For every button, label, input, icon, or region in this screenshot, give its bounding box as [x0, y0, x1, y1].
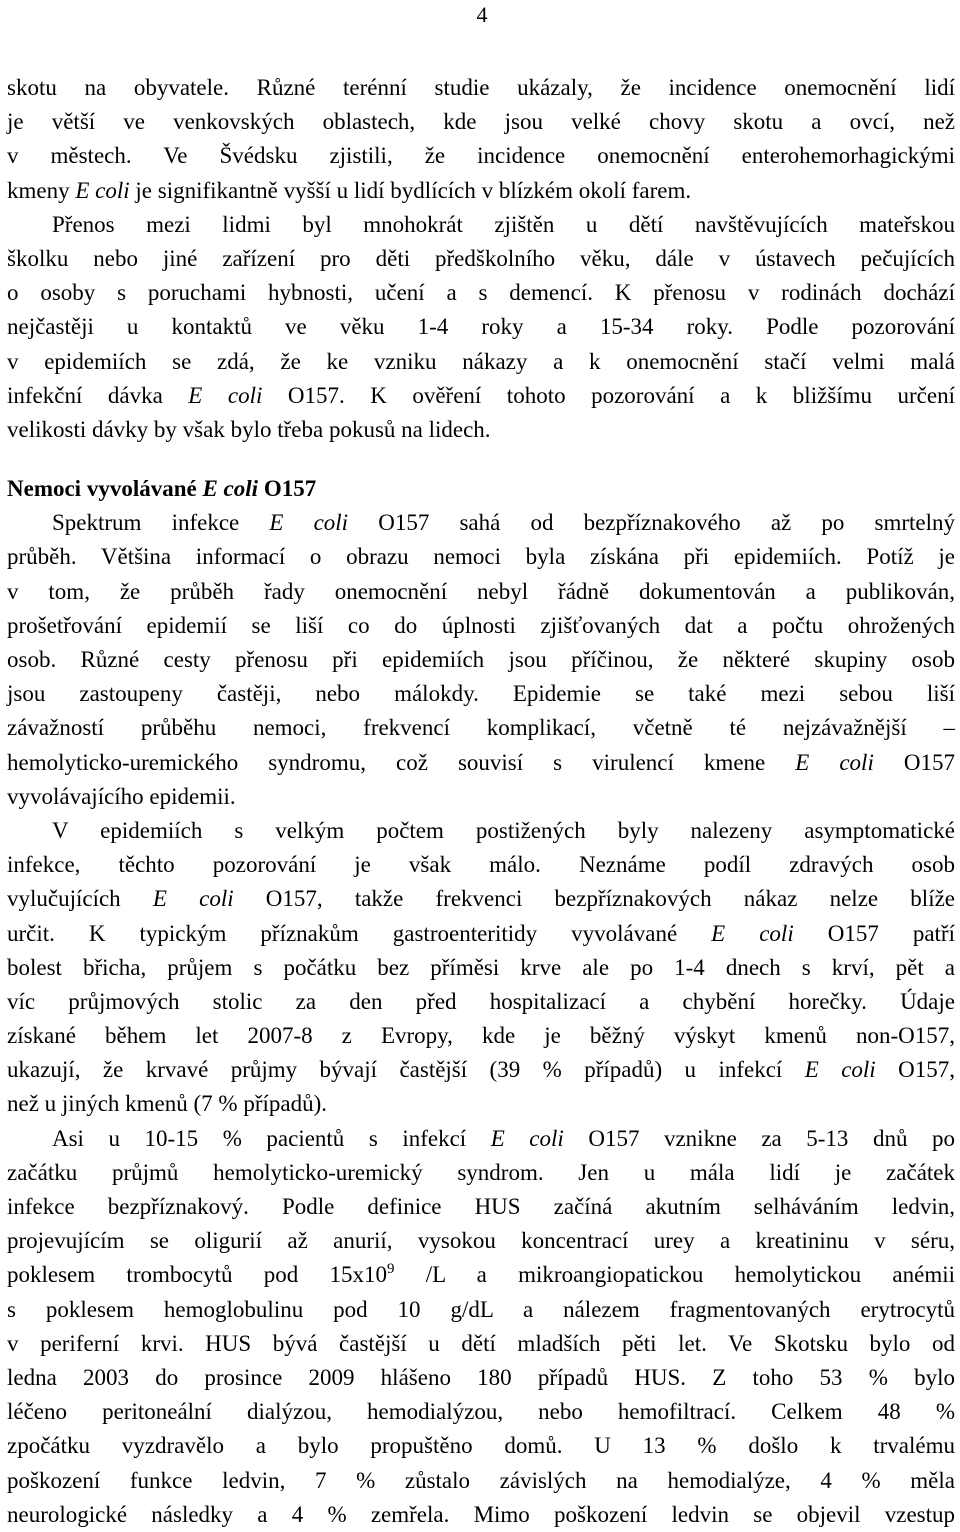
text-line: Přenos mezi lidmi byl mnohokrát zjištěn u dětí navštěvujících mateřskou — [52, 211, 955, 237]
text-line: v periferní krvi. HUS bývá častější u dětí mladších pěti let. Ve Skotsku bylo od — [7, 1330, 955, 1356]
text-line: závažností průběhu nemoci, frekvencí komplikací, včetně té nejzávažnější – — [7, 715, 955, 741]
text-line: prošetřování epidemií se liší co do úplnosti zjišťovaných dat a počtu ohrožených — [7, 612, 955, 638]
section-heading: Nemoci vyvolávané E coli O157 — [7, 476, 317, 502]
text-line: Spektrum infekce E coli O157 sahá od bezpříznakového až po smrtelný — [52, 510, 955, 536]
text-line: poškození funkce ledvin, 7 % zůstalo závislých na hemodialýze, 4 % měla — [7, 1467, 955, 1493]
text-line: v tom, že průběh řady onemocnění nebyl řádně dokumentován a publikován, — [7, 578, 955, 604]
text-line: o osoby s poruchami hybnosti, učení a s demencí. K přenosu v rodinách dochází — [7, 280, 955, 306]
text-line: než u jiných kmenů (7 % případů). — [7, 1091, 327, 1117]
text-line: léčeno peritoneální dialýzou, hemodialýzou, nebo hemofiltrací. Celkem 48 % — [7, 1399, 955, 1425]
text-line: neurologické následky a 4 % zemřela. Mimo poškození ledvin se objevil vzestup — [7, 1501, 955, 1527]
text-line: infekce bezpříznakový. Podle definice HUS začíná akutním selháváním ledvin, — [7, 1194, 955, 1219]
text-line: infekční dávka E coli O157. K ověření tohoto pozorování a k bližšímu určení — [7, 382, 955, 408]
text-line: školku nebo jiné zařízení pro děti předškolního věku, dále v ústavech pečujících — [7, 245, 955, 271]
text-line: projevujícím se oligurií až anurií, vysokou koncentrací urey a kreatininu v séru, — [7, 1228, 955, 1254]
text-line: s poklesem hemoglobulinu pod 10 g/dL a nálezem fragmentovaných erytrocytů — [7, 1296, 955, 1322]
text-line: kmeny E coli je signifikantně vyšší u lidí bydlících v blízkém okolí farem. — [7, 177, 692, 203]
text-line: jsou zastoupeny častěji, nebo málokdy. Epidemie se také mezi sebou liší — [7, 681, 955, 707]
text-line: určit. K typickým příznakům gastroenteritidy vyvolávané E coli O157 patří — [7, 920, 955, 946]
text-line: zpočátku vyzdravělo a bylo propuštěno domů. U 13 % došlo k trvalému — [7, 1433, 955, 1459]
text-line: vylučujících E coli O157, takže frekvenci bezpříznakových nákaz nelze blíže — [7, 886, 955, 912]
text-line: ledna 2003 do prosince 2009 hlášeno 180 případů HUS. Z toho 53 % bylo — [7, 1364, 955, 1390]
text-line: Asi u 10-15 % pacientů s infekcí E coli O157 vznikne za 5-13 dnů po — [52, 1125, 955, 1151]
text-line: získané během let 2007-8 z Evropy, kde je běžný výskyt kmenů non-O157, — [7, 1023, 955, 1049]
text-line: poklesem trombocytů pod $15x10^9$ /L a mikroangiopatickou hemolytickou anémii — [7, 1261, 955, 1288]
text-line: je větší ve venkovských oblastech, kde jsou velké chovy skotu a ovcí, než — [7, 109, 955, 135]
text-line: infekce, těchto pozorování je však málo. Neznáme podíl zdravých osob — [7, 852, 955, 878]
text-line: vyvolávajícího epidemii. — [7, 783, 236, 809]
text-line: hemolyticko-uremického syndromu, což souvisí s virulencí kmene E coli O157 — [7, 749, 955, 775]
text-line: V epidemiích s velkým počtem postižených byly nalezeny asymptomatické — [52, 817, 955, 843]
text-line: v městech. Ve Švédsku zjistili, že incidence onemocnění enterohemorhagickými — [7, 143, 955, 169]
text-line: v epidemiích se zdá, že ke vzniku nákazy a k onemocnění stačí velmi malá — [7, 348, 955, 374]
text-line: skotu na obyvatele. Různé terénní studie ukázaly, že incidence onemocnění lidí — [7, 75, 955, 100]
text-line: osob. Různé cesty přenosu při epidemiích jsou příčinou, že některé skupiny osob — [7, 647, 955, 672]
text-line: víc průjmových stolic za den před hospitalizací a chybění horečky. Údaje — [7, 988, 955, 1014]
text-line: ukazují, že krvavé průjmy bývají častější (39 % případů) u infekcí E coli O157, — [7, 1057, 955, 1083]
text-line: průběh. Většina informací o obrazu nemoci byla získána při epidemiích. Potíž je — [7, 544, 955, 570]
page-number: 4 — [476, 2, 488, 27]
text-line: velikosti dávky by však bylo třeba pokusů na lidech. — [7, 416, 491, 442]
text-line: začátku průjmů hemolyticko-uremický syndrom. Jen u mála lidí je začátek — [7, 1159, 955, 1185]
document-body — [7, 71, 955, 1532]
text-line: nejčastěji u kontaktů ve věku 1-4 roky a 15-34 roky. Podle pozorování — [7, 314, 955, 340]
text-line: bolest břicha, průjem s počátku bez příměsi krve ale po 1-4 dnech s krví, pět a — [7, 954, 955, 980]
